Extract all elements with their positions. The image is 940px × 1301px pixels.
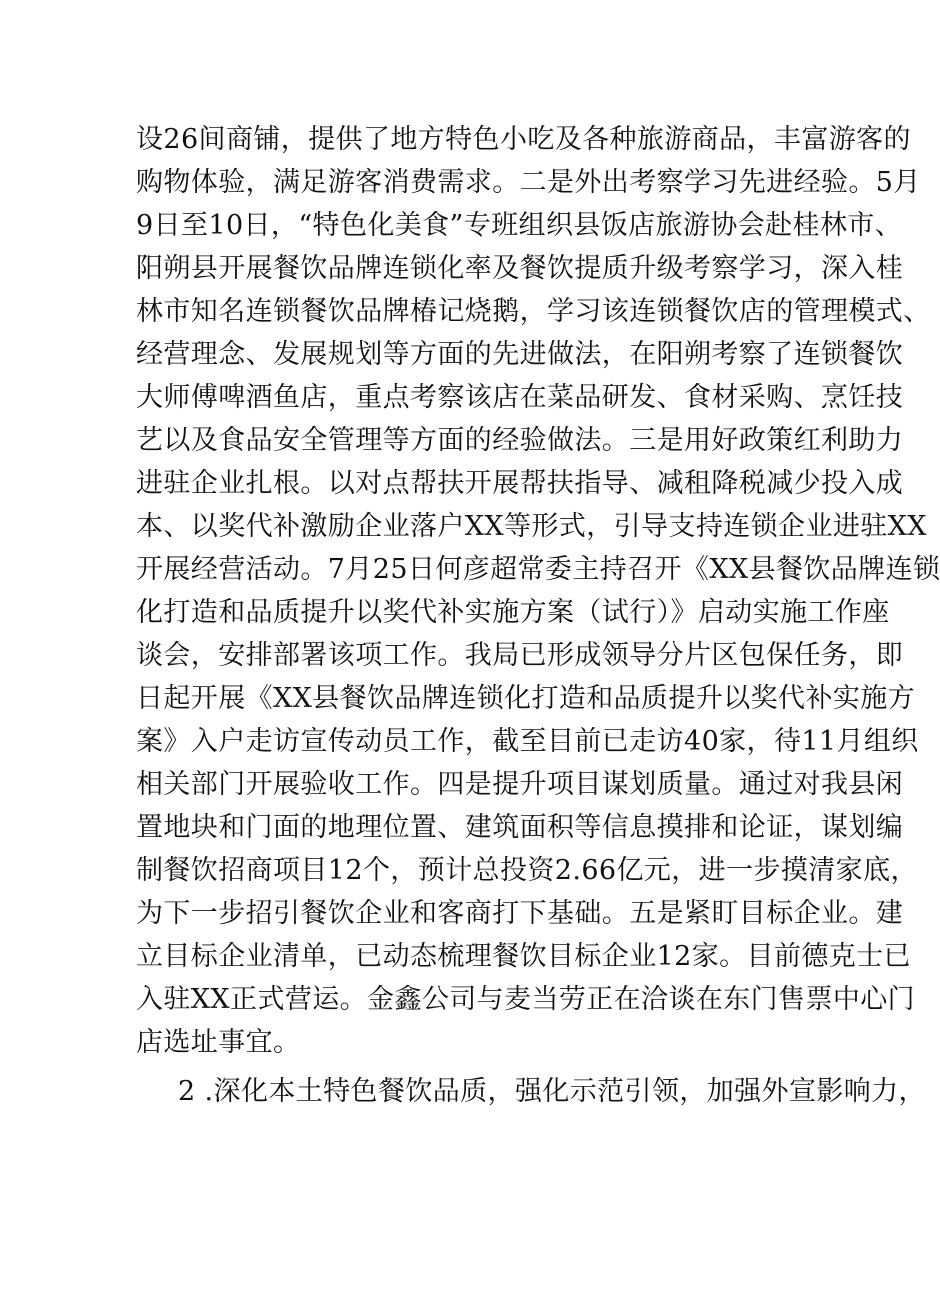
- paragraph-line: 阳朔县开展餐饮品牌连锁化率及餐饮提质升级考察学习，深入桂: [136, 253, 904, 284]
- paragraph-line: 开展经营活动。7月25日何彦超常委主持召开《XX县餐饮品牌连锁: [136, 554, 940, 585]
- paragraph-line: 谈会，安排部署该项工作。我局已形成领导分片区包保任务，即: [136, 640, 904, 671]
- paragraph-line: 化打造和品质提升以奖代补实施方案（试行）》启动实施工作座: [136, 597, 890, 628]
- paragraph-line: 入驻XX正式营运。金鑫公司与麦当劳正在洽谈在东门售票中心门: [136, 984, 916, 1015]
- paragraph-line: 案》入户走访宣传动员工作，截至目前已走访40家，待11月组织: [136, 726, 919, 757]
- paragraph-line: 进驻企业扎根。以对点帮扶开展帮扶指导、减租降税减少投入成: [136, 468, 904, 499]
- paragraph-line: 店选址事宜。: [136, 1027, 301, 1058]
- paragraph-line: 置地块和门面的地理位置、建筑面积等信息摸排和论证，谋划编: [136, 812, 904, 843]
- paragraph-line: 设26间商铺，提供了地方特色小吃及各种旅游商品，丰富游客的: [136, 124, 911, 155]
- paragraph-line: 相关部门开展验收工作。四是提升项目谋划质量。通过对我县闲: [136, 769, 904, 800]
- paragraph-line: 购物体验，满足游客消费需求。二是外出考察学习先进经验。5月: [136, 167, 921, 198]
- paragraph-line: 艺以及食品安全管理等方面的经验做法。三是用好政策红利助力: [136, 425, 904, 456]
- body-paragraph: [136, 118, 940, 1064]
- paragraph-line: 林市知名连锁餐饮品牌椿记烧鹅，学习该连锁餐饮店的管理模式、: [136, 296, 931, 327]
- paragraph-line: 制餐饮招商项目12个，预计总投资2.66亿元，进一步摸清家底，: [136, 855, 918, 886]
- paragraph-line: 经营理念、发展规划等方面的先进做法，在阳朔考察了连锁餐饮: [136, 339, 904, 370]
- paragraph-line: 本、以奖代补激励企业落户XX等形式，引导支持连锁企业进驻XX: [136, 511, 927, 542]
- paragraph-line: 立目标企业清单，已动态梳理餐饮目标企业12家。目前德克士已: [136, 941, 911, 972]
- paragraph-line: 9日至10日，“特色化美食”专班组织县饭店旅游协会赴桂林市、: [136, 210, 903, 241]
- paragraph-line: 为下一步招引餐饮企业和客商打下基础。五是紧盯目标企业。建: [136, 898, 904, 929]
- section-heading: 2 .深化本土特色餐饮品质，强化示范引领，加强外宣影响力，: [178, 1076, 926, 1107]
- paragraph-line: 日起开展《XX县餐饮品牌连锁化打造和品质提升以奖代补实施方: [136, 683, 916, 714]
- paragraph-line: 大师傅啤酒鱼店，重点考察该店在菜品研发、食材采购、烹饪技: [136, 382, 904, 413]
